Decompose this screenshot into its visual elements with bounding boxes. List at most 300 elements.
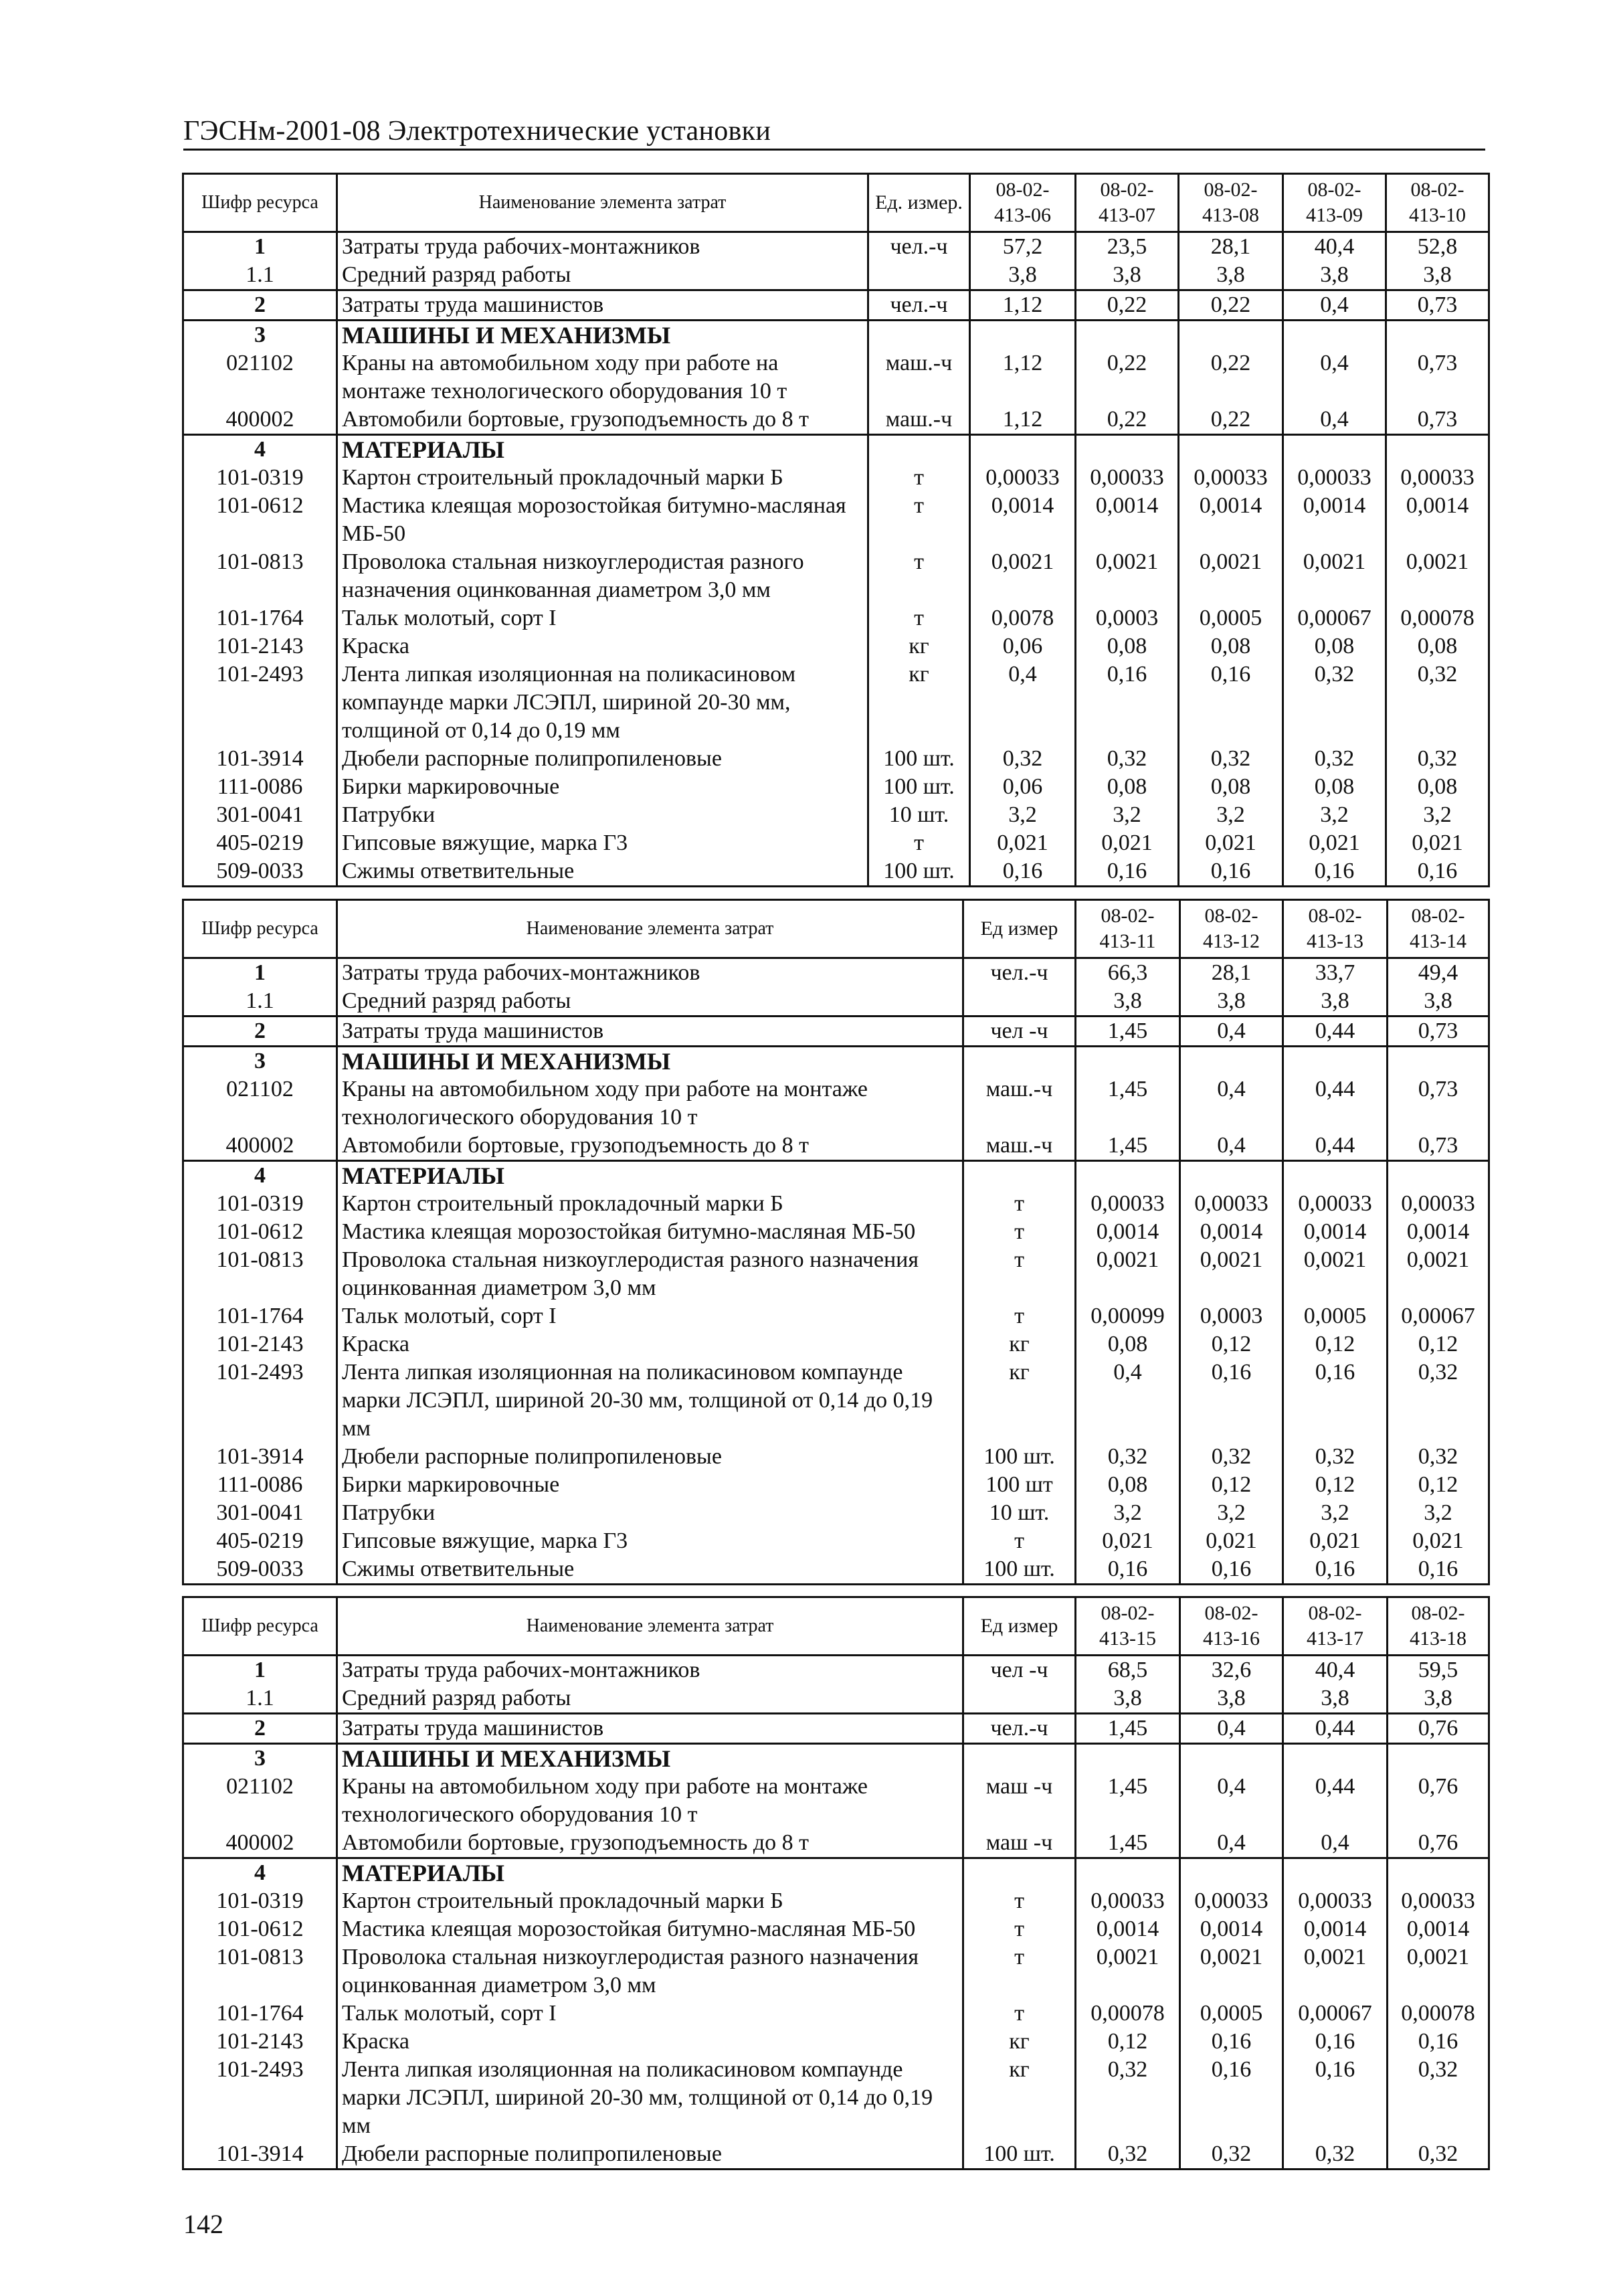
norm-value: 0,12 xyxy=(1180,1330,1283,1358)
table-row xyxy=(183,1132,1489,1161)
table-row xyxy=(183,232,1489,262)
table-row xyxy=(183,1555,1489,1585)
norm-value xyxy=(1180,1744,1283,1773)
resource-code: 101-0813 xyxy=(183,548,337,604)
resource-code: 101-0813 xyxy=(183,1246,337,1302)
unit-of-measure: 100 шт. xyxy=(868,745,970,773)
unit-of-measure: т xyxy=(963,1527,1076,1555)
table-row xyxy=(183,1075,1489,1132)
resource-code: 1 xyxy=(183,1656,337,1685)
resource-name: Лента липкая изоляционная на поликасиновом компаунде марки ЛСЭПЛ, шириной 20-30 мм, толщиной от 0,14 до 0,19 мм xyxy=(337,2056,963,2140)
norm-value: 0,00033 xyxy=(1076,1190,1180,1218)
norm-value: 0,0021 xyxy=(1388,1246,1489,1302)
norm-value: 0,32 xyxy=(1283,660,1386,745)
resource-code: 101-3914 xyxy=(183,1443,337,1471)
norm-value: 0,0005 xyxy=(1179,604,1283,632)
norm-value: 0,16 xyxy=(1076,660,1179,745)
norm-value: 3,8 xyxy=(1283,1684,1388,1714)
resource-code: 101-2143 xyxy=(183,1330,337,1358)
norm-value: 0,16 xyxy=(1283,1358,1388,1443)
norm-value: 68,5 xyxy=(1076,1656,1180,1685)
unit-of-measure: маш.-ч xyxy=(868,349,970,406)
table-header-row xyxy=(183,1597,1489,1656)
norm-value: 0,00033 xyxy=(1386,464,1489,492)
unit-of-measure: кг xyxy=(963,1330,1076,1358)
norm-value xyxy=(1179,321,1283,350)
norm-value: 3,2 xyxy=(1283,1499,1388,1527)
norm-value: 1,45 xyxy=(1076,1132,1180,1161)
table-row xyxy=(183,1471,1489,1499)
norm-value: 0,32 xyxy=(1076,2056,1180,2140)
resource-name: Автомобили бортовые, грузоподъемность до 8 т xyxy=(337,1829,963,1858)
resource-code: 1 xyxy=(183,958,337,988)
norm-value: 0,16 xyxy=(1283,2056,1388,2140)
norm-value: 0,16 xyxy=(1180,2028,1283,2056)
norm-value: 0,22 xyxy=(1179,349,1283,406)
col-header-norm-code: 08-02- 413-10 xyxy=(1386,174,1489,232)
table-row xyxy=(183,2000,1489,2028)
table-row xyxy=(183,1915,1489,1943)
norm-value: 0,0014 xyxy=(1388,1218,1489,1246)
page-header: ГЭСНм-2001-08 Электротехнические установки xyxy=(183,114,1485,151)
norm-value: 0,0014 xyxy=(1180,1915,1283,1943)
resource-name: Затраты труда машинистов xyxy=(337,1714,963,1744)
resource-code: 021102 xyxy=(183,1075,337,1132)
table-row xyxy=(183,2028,1489,2056)
norm-value: 0,0014 xyxy=(1076,492,1179,548)
resource-code: 101-2493 xyxy=(183,1358,337,1443)
norm-value: 0,0021 xyxy=(1283,1246,1388,1302)
norm-value xyxy=(1388,1858,1489,1888)
table-row xyxy=(183,857,1489,887)
resource-name: Мастика клеящая морозостойкая битумно-масляная МБ-50 xyxy=(337,1915,963,1943)
resource-name: Гипсовые вяжущие, марка Г3 xyxy=(337,829,868,857)
unit-of-measure: чел -ч xyxy=(963,1017,1076,1047)
unit-of-measure: маш.-ч xyxy=(868,406,970,435)
norm-value: 0,0014 xyxy=(1076,1915,1180,1943)
norm-value: 1,45 xyxy=(1076,1829,1180,1858)
resource-name: Краны на автомобильном ходу при работе на монтаже технологического оборудования 10 т xyxy=(337,1075,963,1132)
resource-code: 3 xyxy=(183,321,337,350)
resource-code: 101-3914 xyxy=(183,745,337,773)
norm-value: 0,4 xyxy=(1180,1773,1283,1829)
resource-code: 101-2493 xyxy=(183,660,337,745)
norm-value: 0,021 xyxy=(970,829,1076,857)
resource-name: Лента липкая изоляционная на поликасиновом компаунде марки ЛСЭПЛ, шириной 20-30 мм, толщиной от 0,14 до 0,19 мм xyxy=(337,660,868,745)
norm-value: 0,0021 xyxy=(1180,1943,1283,2000)
norm-value: 3,8 xyxy=(970,261,1076,290)
col-header-norm-code: 08-02- 413-12 xyxy=(1180,900,1283,958)
resource-name: Тальк молотый, сорт I xyxy=(337,2000,963,2028)
norm-value: 0,00067 xyxy=(1283,604,1386,632)
norm-value: 3,8 xyxy=(1386,261,1489,290)
resource-name: Автомобили бортовые, грузоподъемность до 8 т xyxy=(337,1132,963,1161)
unit-of-measure: т xyxy=(868,829,970,857)
resource-name: Тальк молотый, сорт I xyxy=(337,604,868,632)
resource-name: Сжимы ответвительные xyxy=(337,1555,963,1585)
norm-value: 0,32 xyxy=(1388,1358,1489,1443)
norm-value: 0,32 xyxy=(1076,2140,1180,2170)
resource-name: Дюбели распорные полипропиленовые xyxy=(337,745,868,773)
norm-value: 0,00078 xyxy=(1076,2000,1180,2028)
resource-code: 101-1764 xyxy=(183,604,337,632)
resource-name: МАШИНЫ И МЕХАНИЗМЫ xyxy=(337,321,868,350)
unit-of-measure xyxy=(963,1744,1076,1773)
norm-value: 0,00033 xyxy=(1180,1190,1283,1218)
unit-of-measure: т xyxy=(963,1190,1076,1218)
table-row xyxy=(183,1218,1489,1246)
resource-code: 101-2493 xyxy=(183,2056,337,2140)
norm-value: 0,76 xyxy=(1388,1829,1489,1858)
resource-name: Картон строительный прокладочный марки Б xyxy=(337,1190,963,1218)
resource-name: Затраты труда машинистов xyxy=(337,290,868,321)
norm-value: 0,73 xyxy=(1386,406,1489,435)
norm-value: 0,0021 xyxy=(1076,1246,1180,1302)
norm-value: 0,12 xyxy=(1076,2028,1180,2056)
norm-value: 0,32 xyxy=(970,745,1076,773)
table-header-row xyxy=(183,174,1489,232)
resource-table-2 xyxy=(182,899,1490,1585)
table-row xyxy=(183,1744,1489,1773)
table-row xyxy=(183,1887,1489,1915)
resource-name: Средний разряд работы xyxy=(337,261,868,290)
norm-value: 0,12 xyxy=(1283,1330,1388,1358)
table-row xyxy=(183,801,1489,829)
resource-name: МАШИНЫ И МЕХАНИЗМЫ xyxy=(337,1744,963,1773)
norm-value xyxy=(1283,1161,1388,1190)
resource-code: 101-3914 xyxy=(183,2140,337,2170)
norm-value xyxy=(1180,1047,1283,1076)
resource-name: Проволока стальная низкоуглеродистая разного назначения оцинкованная диаметром 3,0 мм xyxy=(337,1246,963,1302)
norm-value: 0,00033 xyxy=(1076,1887,1180,1915)
resource-code: 509-0033 xyxy=(183,1555,337,1585)
norm-value: 0,73 xyxy=(1388,1017,1489,1047)
table-row xyxy=(183,290,1489,321)
table-row xyxy=(183,773,1489,801)
col-header-norm-code: 08-02- 413-06 xyxy=(970,174,1076,232)
resource-name: Краны на автомобильном ходу при работе на монтаже технологического оборудования 10 т xyxy=(337,349,868,406)
norm-value: 0,021 xyxy=(1283,829,1386,857)
norm-value: 1,45 xyxy=(1076,1773,1180,1829)
norm-value: 0,00033 xyxy=(1283,1190,1388,1218)
col-header-norm-code: 08-02- 413-07 xyxy=(1076,174,1179,232)
unit-of-measure xyxy=(868,435,970,464)
norm-value: 0,08 xyxy=(1076,1330,1180,1358)
norm-value: 0,16 xyxy=(1076,1555,1180,1585)
norm-value: 0,4 xyxy=(1283,290,1386,321)
unit-of-measure: чел.-ч xyxy=(963,958,1076,988)
col-header-unit: Ед измер xyxy=(963,900,1076,958)
norm-value: 3,8 xyxy=(1283,987,1388,1017)
table-row xyxy=(183,2056,1489,2140)
norm-value: 0,0014 xyxy=(970,492,1076,548)
table-row xyxy=(183,745,1489,773)
col-header-name: Наименование элемента затрат xyxy=(337,900,963,958)
norm-value: 0,021 xyxy=(1179,829,1283,857)
table-row xyxy=(183,349,1489,406)
unit-of-measure: кг xyxy=(963,1358,1076,1443)
resource-code: 101-2143 xyxy=(183,632,337,660)
norm-value: 0,16 xyxy=(1388,1555,1489,1585)
col-header-code: Шифр ресурса xyxy=(183,900,337,958)
norm-value: 0,22 xyxy=(1179,406,1283,435)
resource-code: 2 xyxy=(183,290,337,321)
resource-code: 101-0319 xyxy=(183,1190,337,1218)
resource-code: 021102 xyxy=(183,1773,337,1829)
unit-of-measure: т xyxy=(963,1302,1076,1330)
norm-value: 0,0021 xyxy=(1076,1943,1180,2000)
unit-of-measure: чел.-ч xyxy=(868,290,970,321)
norm-value: 0,08 xyxy=(1283,632,1386,660)
norm-value: 3,8 xyxy=(1283,261,1386,290)
norm-value: 0,4 xyxy=(1180,1075,1283,1132)
norm-value: 0,16 xyxy=(1180,2056,1283,2140)
table-row xyxy=(183,1190,1489,1218)
norm-value: 57,2 xyxy=(970,232,1076,262)
norm-value: 0,00099 xyxy=(1076,1302,1180,1330)
unit-of-measure xyxy=(963,987,1076,1017)
norm-value: 0,44 xyxy=(1283,1017,1388,1047)
unit-of-measure: 100 шт xyxy=(963,1471,1076,1499)
resource-code: 021102 xyxy=(183,349,337,406)
unit-of-measure: 100 шт. xyxy=(868,857,970,887)
resource-name: Картон строительный прокладочный марки Б xyxy=(337,1887,963,1915)
unit-of-measure: кг xyxy=(868,632,970,660)
resource-code: 400002 xyxy=(183,1829,337,1858)
resource-name: Краска xyxy=(337,1330,963,1358)
col-header-norm-code: 08-02- 413-16 xyxy=(1180,1597,1283,1656)
norm-value: 0,00033 xyxy=(1283,1887,1388,1915)
table-row xyxy=(183,1017,1489,1047)
norm-value: 0,00078 xyxy=(1386,604,1489,632)
table-row xyxy=(183,1161,1489,1190)
resource-name: МАШИНЫ И МЕХАНИЗМЫ xyxy=(337,1047,963,1076)
table-row xyxy=(183,1773,1489,1829)
norm-value: 0,021 xyxy=(1388,1527,1489,1555)
resource-code: 400002 xyxy=(183,406,337,435)
resource-name: Краска xyxy=(337,632,868,660)
norm-value: 0,44 xyxy=(1283,1714,1388,1744)
norm-value: 1,45 xyxy=(1076,1714,1180,1744)
resource-name: Дюбели распорные полипропиленовые xyxy=(337,2140,963,2170)
norm-value: 0,00033 xyxy=(1179,464,1283,492)
norm-value: 49,4 xyxy=(1388,958,1489,988)
norm-value: 0,32 xyxy=(1179,745,1283,773)
norm-value: 0,0021 xyxy=(1180,1246,1283,1302)
norm-value xyxy=(1283,1744,1388,1773)
norm-value xyxy=(1386,435,1489,464)
norm-value: 0,0078 xyxy=(970,604,1076,632)
resource-table-1 xyxy=(182,173,1490,887)
table-row xyxy=(183,1330,1489,1358)
resource-code: 101-2143 xyxy=(183,2028,337,2056)
norm-value xyxy=(1076,1858,1180,1888)
norm-value: 0,22 xyxy=(1076,290,1179,321)
resource-code: 101-0612 xyxy=(183,1218,337,1246)
norm-value: 0,12 xyxy=(1283,1471,1388,1499)
norm-value: 0,32 xyxy=(1180,1443,1283,1471)
norm-value: 59,5 xyxy=(1388,1656,1489,1685)
norm-value: 0,73 xyxy=(1388,1132,1489,1161)
norm-value: 0,00078 xyxy=(1388,2000,1489,2028)
norm-value xyxy=(1076,1161,1180,1190)
norm-value: 0,021 xyxy=(1386,829,1489,857)
table-row xyxy=(183,829,1489,857)
norm-value: 0,76 xyxy=(1388,1773,1489,1829)
col-header-norm-code: 08-02- 413-17 xyxy=(1283,1597,1388,1656)
norm-value: 0,32 xyxy=(1076,745,1179,773)
resource-table-3 xyxy=(182,1596,1490,2170)
norm-value: 0,0021 xyxy=(1386,548,1489,604)
resource-code: 101-0612 xyxy=(183,492,337,548)
table-row xyxy=(183,1302,1489,1330)
norm-value: 0,021 xyxy=(1076,1527,1180,1555)
norm-value: 0,16 xyxy=(1179,857,1283,887)
norm-value: 0,0005 xyxy=(1180,2000,1283,2028)
col-header-name: Наименование элемента затрат xyxy=(337,174,868,232)
norm-value: 28,1 xyxy=(1179,232,1283,262)
norm-value xyxy=(1076,1047,1180,1076)
norm-value: 0,4 xyxy=(1283,406,1386,435)
norm-value: 0,00033 xyxy=(970,464,1076,492)
norm-value xyxy=(1283,1858,1388,1888)
resource-code: 4 xyxy=(183,1161,337,1190)
norm-value: 0,00067 xyxy=(1283,2000,1388,2028)
table-row xyxy=(183,1943,1489,2000)
norm-value: 0,16 xyxy=(1283,857,1386,887)
norm-value: 0,0005 xyxy=(1283,1302,1388,1330)
unit-of-measure xyxy=(963,1684,1076,1714)
table-row xyxy=(183,1499,1489,1527)
col-header-unit: Ед измер xyxy=(963,1597,1076,1656)
norm-value: 3,2 xyxy=(1076,1499,1180,1527)
norm-value: 0,00033 xyxy=(1076,464,1179,492)
table-row xyxy=(183,464,1489,492)
norm-value xyxy=(1283,321,1386,350)
resource-code: 111-0086 xyxy=(183,1471,337,1499)
unit-of-measure: т xyxy=(963,1943,1076,2000)
norm-value: 0,4 xyxy=(1180,1132,1283,1161)
norm-value: 0,4 xyxy=(1076,1358,1180,1443)
norm-value: 0,0014 xyxy=(1283,1218,1388,1246)
resource-name: Проволока стальная низкоуглеродистая разного назначения оцинкованная диаметром 3,0 мм xyxy=(337,548,868,604)
table-row xyxy=(183,1246,1489,1302)
norm-value: 0,0021 xyxy=(1179,548,1283,604)
resource-code: 101-0319 xyxy=(183,464,337,492)
table-header-row xyxy=(183,900,1489,958)
norm-value: 0,06 xyxy=(970,632,1076,660)
norm-value: 3,2 xyxy=(970,801,1076,829)
resource-name: Картон строительный прокладочный марки Б xyxy=(337,464,868,492)
table-row xyxy=(183,2140,1489,2170)
norm-value xyxy=(1179,435,1283,464)
norm-value: 33,7 xyxy=(1283,958,1388,988)
table-row xyxy=(183,1358,1489,1443)
norm-value: 0,32 xyxy=(1283,1443,1388,1471)
unit-of-measure: чел -ч xyxy=(963,1656,1076,1685)
resource-code: 101-0319 xyxy=(183,1887,337,1915)
table-row xyxy=(183,1527,1489,1555)
norm-value: 3,2 xyxy=(1283,801,1386,829)
resource-name: Мастика клеящая морозостойкая битумно-масляная МБ-50 xyxy=(337,1218,963,1246)
norm-value: 40,4 xyxy=(1283,1656,1388,1685)
unit-of-measure xyxy=(963,1047,1076,1076)
norm-value: 0,0021 xyxy=(1388,1943,1489,2000)
norm-value: 23,5 xyxy=(1076,232,1179,262)
norm-value: 0,16 xyxy=(970,857,1076,887)
norm-value: 3,8 xyxy=(1179,261,1283,290)
norm-value: 40,4 xyxy=(1283,232,1386,262)
norm-value: 0,08 xyxy=(1179,773,1283,801)
table-row xyxy=(183,660,1489,745)
resource-code: 1.1 xyxy=(183,987,337,1017)
col-header-name: Наименование элемента затрат xyxy=(337,1597,963,1656)
resource-code: 101-0813 xyxy=(183,1943,337,2000)
norm-value: 66,3 xyxy=(1076,958,1180,988)
norm-value: 1,12 xyxy=(970,349,1076,406)
norm-value xyxy=(1283,1047,1388,1076)
resource-code: 1.1 xyxy=(183,1684,337,1714)
norm-value: 3,2 xyxy=(1388,1499,1489,1527)
norm-value: 0,0021 xyxy=(1283,1943,1388,2000)
resource-code: 3 xyxy=(183,1744,337,1773)
resource-code: 2 xyxy=(183,1017,337,1047)
norm-value: 0,16 xyxy=(1283,2028,1388,2056)
norm-value: 0,22 xyxy=(1179,290,1283,321)
resource-name: МАТЕРИАЛЫ xyxy=(337,1858,963,1888)
norm-value xyxy=(1386,321,1489,350)
resource-name: Мастика клеящая морозостойкая битумно-масляная МБ-50 xyxy=(337,492,868,548)
norm-value: 0,16 xyxy=(1386,857,1489,887)
norm-value: 3,8 xyxy=(1076,987,1180,1017)
unit-of-measure: кг xyxy=(963,2056,1076,2140)
unit-of-measure: т xyxy=(963,1915,1076,1943)
unit-of-measure: маш.-ч xyxy=(963,1075,1076,1132)
table-row xyxy=(183,632,1489,660)
table-row xyxy=(183,435,1489,464)
norm-value: 0,4 xyxy=(1180,1829,1283,1858)
table-row xyxy=(183,1656,1489,1685)
norm-value xyxy=(1076,1744,1180,1773)
norm-value: 0,73 xyxy=(1388,1075,1489,1132)
table-row xyxy=(183,1858,1489,1888)
resource-name: МАТЕРИАЛЫ xyxy=(337,435,868,464)
unit-of-measure: т xyxy=(963,1218,1076,1246)
norm-value: 1,45 xyxy=(1076,1075,1180,1132)
resource-code: 101-1764 xyxy=(183,1302,337,1330)
unit-of-measure: т xyxy=(963,1246,1076,1302)
resource-name: Затраты труда рабочих-монтажников xyxy=(337,1656,963,1685)
unit-of-measure: 100 шт. xyxy=(963,2140,1076,2170)
norm-value: 0,4 xyxy=(1283,349,1386,406)
norm-value xyxy=(1388,1744,1489,1773)
norm-value: 0,0021 xyxy=(1283,548,1386,604)
col-header-norm-code: 08-02- 413-11 xyxy=(1076,900,1180,958)
unit-of-measure: 10 шт. xyxy=(868,801,970,829)
norm-value: 0,08 xyxy=(1076,1471,1180,1499)
norm-value: 0,08 xyxy=(1386,773,1489,801)
norm-value: 0,0014 xyxy=(1180,1218,1283,1246)
norm-value xyxy=(1283,435,1386,464)
table-row xyxy=(183,406,1489,435)
norm-value: 0,32 xyxy=(1283,745,1386,773)
norm-value: 0,08 xyxy=(1076,632,1179,660)
unit-of-measure: 100 шт. xyxy=(868,773,970,801)
unit-of-measure: кг xyxy=(868,660,970,745)
resource-name: Проволока стальная низкоуглеродистая разного назначения оцинкованная диаметром 3,0 мм xyxy=(337,1943,963,2000)
col-header-norm-code: 08-02- 413-18 xyxy=(1388,1597,1489,1656)
norm-value: 52,8 xyxy=(1386,232,1489,262)
